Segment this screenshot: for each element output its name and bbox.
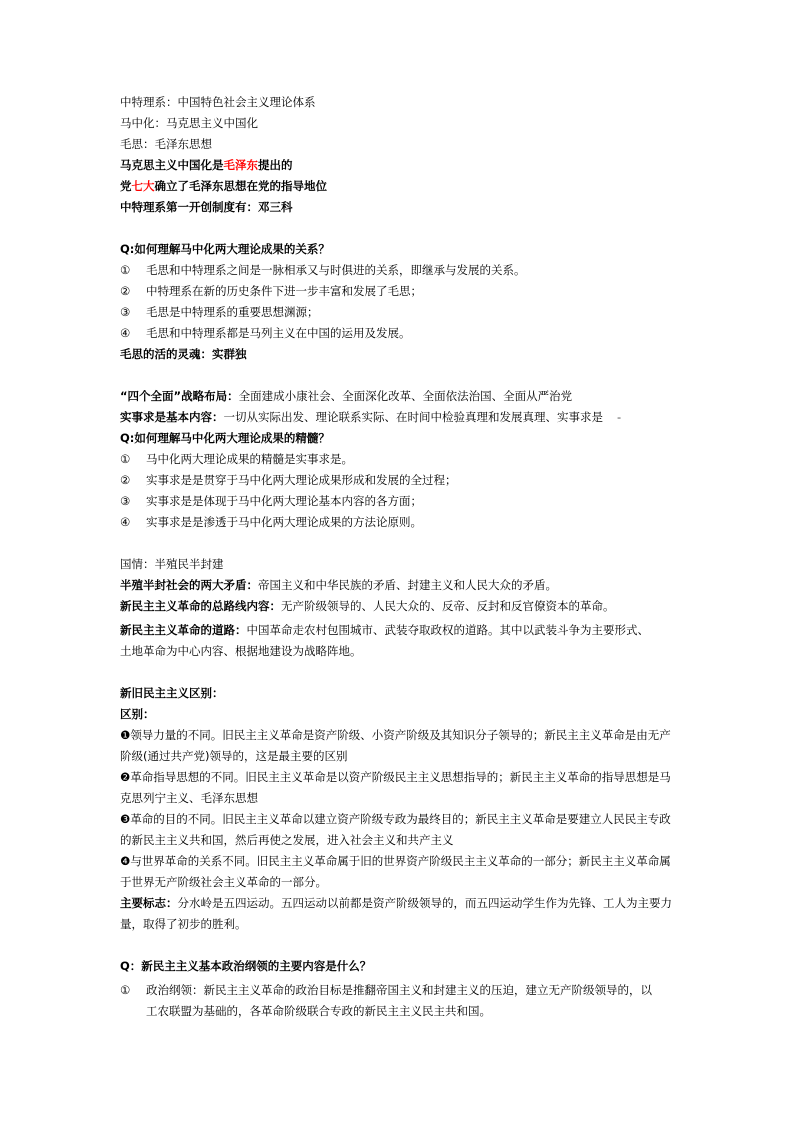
mao-proposed-prefix: 马克思主义中国化是 bbox=[120, 158, 224, 172]
seek-truth-text: 一切从实际出发、理论联系实际、在时间中检验真理和发展真理、实事求是 bbox=[223, 410, 603, 424]
item-number: ④ bbox=[120, 515, 131, 529]
seventh-congress-line bbox=[120, 176, 680, 197]
item-text: 革命指导思想的不同。旧民主主义革命是以资产阶级民主主义思想指导的；新民主主义革命的指导思想是马克思列宁主义、毛泽东思想 bbox=[120, 770, 671, 805]
item-number: ② bbox=[120, 473, 131, 487]
item-number: ❹ bbox=[120, 854, 131, 868]
main-mark-paragraph bbox=[120, 893, 680, 935]
difference-item bbox=[120, 725, 680, 767]
item-text: 政治纲领：新民主主义革命的政治目标是推翻帝国主义和封建主义的压迫，建立无产阶级领导的，以 bbox=[146, 983, 652, 997]
abbr-zhongte: 中特理系：中国特色社会主义理论体系 bbox=[120, 95, 316, 109]
general-line-text: 无产阶级领导的、人民大众的、反帝、反封和反官僚资本的革命。 bbox=[281, 599, 615, 613]
mao-soul-line: 毛思的活的灵魂：实群独 bbox=[120, 347, 247, 361]
main-mark-label: 主要标志： bbox=[120, 896, 178, 910]
item-number: ❶ bbox=[120, 728, 131, 742]
two-contradictions-text: 帝国主义和中华民族的矛盾、封建主义和人民大众的矛盾。 bbox=[258, 578, 557, 592]
item-number: ① bbox=[120, 983, 131, 997]
item-text-continued: 工农联盟为基础的，各革命阶级联合专政的新民主主义民主共和国。 bbox=[146, 1004, 491, 1018]
item-text: 实事求是是贯穿于马中化两大理论成果形成和发展的全过程； bbox=[146, 473, 457, 487]
item-number: ④ bbox=[120, 326, 131, 340]
two-contradictions-label: 半殖半封社会的两大矛盾： bbox=[120, 578, 258, 592]
list-item bbox=[120, 281, 680, 302]
list-item bbox=[120, 302, 680, 323]
congress-prefix: 党 bbox=[120, 179, 132, 193]
item-text: 领导力量的不同。旧民主主义革命是资产阶级、小资产阶级及其知识分子领导的；新民主主义革命是由无产阶级(通过共产党)领导的，这是最主要的区别 bbox=[120, 728, 671, 763]
s4-subtitle: 区别： bbox=[120, 707, 155, 721]
item-number: ③ bbox=[120, 494, 131, 508]
list-item bbox=[120, 491, 680, 512]
list-item bbox=[120, 260, 680, 281]
revolution-road-text: 中国革命走农村包围城市、武装夺取政权的道路。其中以武装斗争为主要形式、 bbox=[246, 623, 649, 637]
mao-proposed-line bbox=[120, 155, 680, 176]
list-item bbox=[120, 512, 680, 533]
item-number: ① bbox=[120, 452, 131, 466]
four-comprehensives-text: 全面建成小康社会、全面深化改革、全面依法治国、全面从严治党 bbox=[238, 389, 573, 403]
item-text: 毛思和中特理系都是马列主义在中国的运用及发展。 bbox=[146, 326, 411, 340]
four-comprehensives-label: “四个全面”战略布局： bbox=[120, 389, 239, 403]
item-text: 毛思和中特理系之间是一脉相承又与时俱进的关系，即继承与发展的关系。 bbox=[146, 263, 526, 277]
difference-item bbox=[120, 851, 680, 893]
item-text: 革命的目的不同。旧民主主义革命以建立资产阶级专政为最终目的；新民主主义革命是要建立人民民主专政的新民主主义共和国，然后再使之发展，进入社会主义和共产主义 bbox=[120, 812, 671, 847]
item-text: 实事求是是体现于马中化两大理论基本内容的各方面； bbox=[146, 494, 422, 508]
list-item bbox=[120, 470, 680, 491]
s5-title: Q：新民主主义基本政治纲领的主要内容是什么？ bbox=[120, 959, 372, 973]
item-number: ② bbox=[120, 284, 131, 298]
document-content bbox=[120, 92, 680, 1022]
seek-truth-tail: - bbox=[617, 410, 622, 424]
national-condition-line: 国情：半殖民半封建 bbox=[120, 557, 224, 571]
general-line-label: 新民主主义革命的总路线内容： bbox=[120, 599, 281, 613]
item-text: 中特理系在新的历史条件下进一步丰富和发展了毛思； bbox=[146, 284, 422, 298]
congress-suffix: 确立了毛泽东思想在党的指导地位 bbox=[154, 179, 327, 193]
item-number: ❷ bbox=[120, 770, 131, 784]
first-system-line: 中特理系第一开创制度有：邓三科 bbox=[120, 200, 293, 214]
mao-name-highlight: 毛泽东 bbox=[223, 158, 258, 172]
seek-truth-label: 实事求是基本内容： bbox=[120, 410, 224, 424]
abbr-mazhonghua: 马中化：马克思主义中国化 bbox=[120, 116, 258, 130]
s4-title: 新旧民主主义区别： bbox=[120, 686, 224, 700]
list-item bbox=[120, 323, 680, 344]
mao-proposed-suffix: 提出的 bbox=[258, 158, 293, 172]
revolution-road-label: 新民主主义革命的道路： bbox=[120, 623, 247, 637]
revolution-road-line bbox=[120, 620, 680, 641]
item-text: 与世界革命的关系不同。旧民主主义革命属于旧的世界资产阶级民主主义革命的一部分；新民主主义革命属于世界无产阶级社会主义革命的一部分。 bbox=[120, 854, 671, 889]
abbr-maosi: 毛思：毛泽东思想 bbox=[120, 137, 212, 151]
two-contradictions-line bbox=[120, 575, 680, 596]
list-item bbox=[120, 980, 680, 1001]
item-text: 毛思是中特理系的重要思想渊源； bbox=[146, 305, 319, 319]
item-number: ❸ bbox=[120, 812, 131, 826]
seventh-congress-highlight: 七大 bbox=[131, 179, 155, 193]
item-number: ① bbox=[120, 263, 131, 277]
difference-item bbox=[120, 767, 680, 809]
seek-truth-line bbox=[120, 407, 680, 428]
difference-item bbox=[120, 809, 680, 851]
q2-title: Q:如何理解马中化两大理论成果的精髓？ bbox=[120, 431, 330, 445]
item-text: 实事求是是渗透于马中化两大理论成果的方法论原则。 bbox=[146, 515, 422, 529]
list-item bbox=[120, 449, 680, 470]
q1-title: Q:如何理解马中化两大理论成果的关系？ bbox=[120, 242, 330, 256]
item-number: ③ bbox=[120, 305, 131, 319]
four-comprehensives-line bbox=[120, 386, 680, 407]
main-mark-text: 分水岭是五四运动。五四运动以前都是资产阶级领导的，而五四运动学生作为先锋、工人为主要力量，取得了初步的胜利。 bbox=[120, 896, 672, 931]
item-text: 马中化两大理论成果的精髓是实事求是。 bbox=[146, 452, 353, 466]
revolution-road-line-2: 土地革命为中心内容、根据地建设为战略阵地。 bbox=[120, 644, 362, 658]
general-line-line bbox=[120, 596, 680, 617]
